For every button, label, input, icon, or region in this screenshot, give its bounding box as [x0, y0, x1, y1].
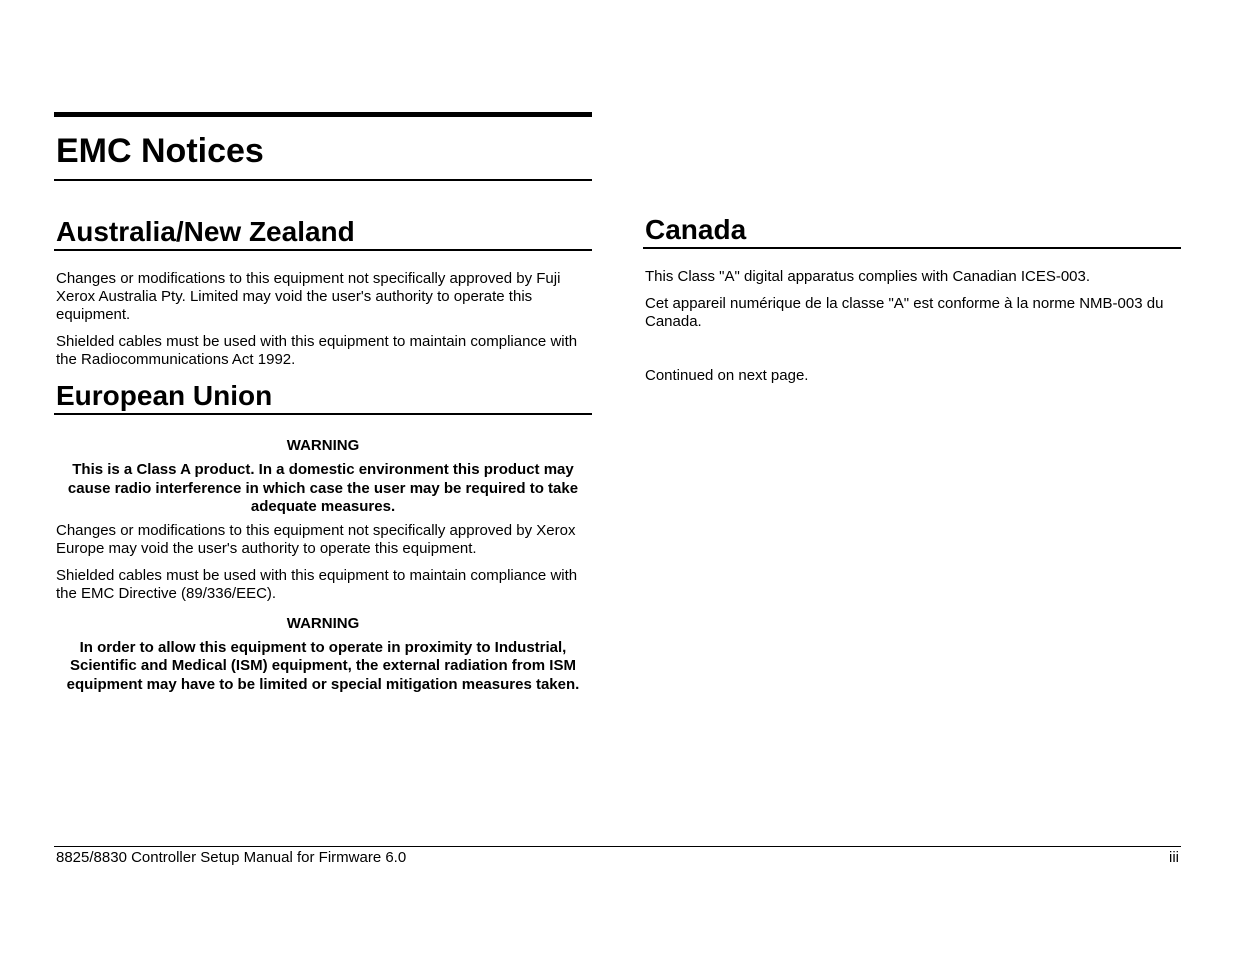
- page-footer: [54, 846, 1181, 867]
- eu-warning-1-text: This is a Class A product. In a domestic environment this product may cause radio interference in which case the user may be required to take adequate measures.: [67, 461, 579, 515]
- eu-paragraph-1: Changes or modifications to this equipment not specifically approved by Xerox Europe may void the user's authority to operate this equipment.: [56, 521, 576, 557]
- footer-manual-title: 8825/8830 Controller Setup Manual for Firmware 6.0: [56, 849, 407, 866]
- canada-paragraph-2: Cet appareil numérique de la classe "A" est conforme à la norme NMB-003 du Canada.: [645, 295, 1164, 330]
- australia-heading: Australia/New Zealand: [54, 216, 592, 251]
- canada-paragraph-1: This Class "A" digital apparatus complies with Canadian ICES-003.: [645, 268, 1091, 285]
- right-column: [643, 214, 1181, 385]
- eu-warning-2-text: In order to allow this equipment to operate in proximity to Industrial, Scientific and Medical (ISM) equipment, the external radiation from ISM equipment may have to be limited or special mitigation measures taken.: [66, 638, 580, 693]
- australia-paragraph-1: Changes or modifications to this equipment not specifically approved by Fuji Xerox Australia Pty. Limited may void the user's authority to operate this equipment.: [56, 270, 561, 323]
- canada-heading: Canada: [643, 214, 1181, 249]
- title-rule-bottom: [54, 179, 592, 181]
- footer-page-number: iii: [1169, 849, 1179, 866]
- page-title: EMC Notices: [56, 132, 264, 170]
- eu-paragraph-2: Shielded cables must be used with this equipment to maintain compliance with the EMC Directive (89/336/EEC).: [56, 566, 578, 602]
- continued-note: Continued on next page.: [645, 367, 809, 384]
- eu-heading: European Union: [54, 380, 592, 415]
- left-column: [54, 112, 592, 694]
- eu-warning-1-label: WARNING: [286, 437, 360, 454]
- australia-paragraph-2: Shielded cables must be used with this equipment to maintain compliance with the Radiocommunications Act 1992.: [56, 333, 578, 368]
- eu-warning-2-label: WARNING: [286, 614, 360, 632]
